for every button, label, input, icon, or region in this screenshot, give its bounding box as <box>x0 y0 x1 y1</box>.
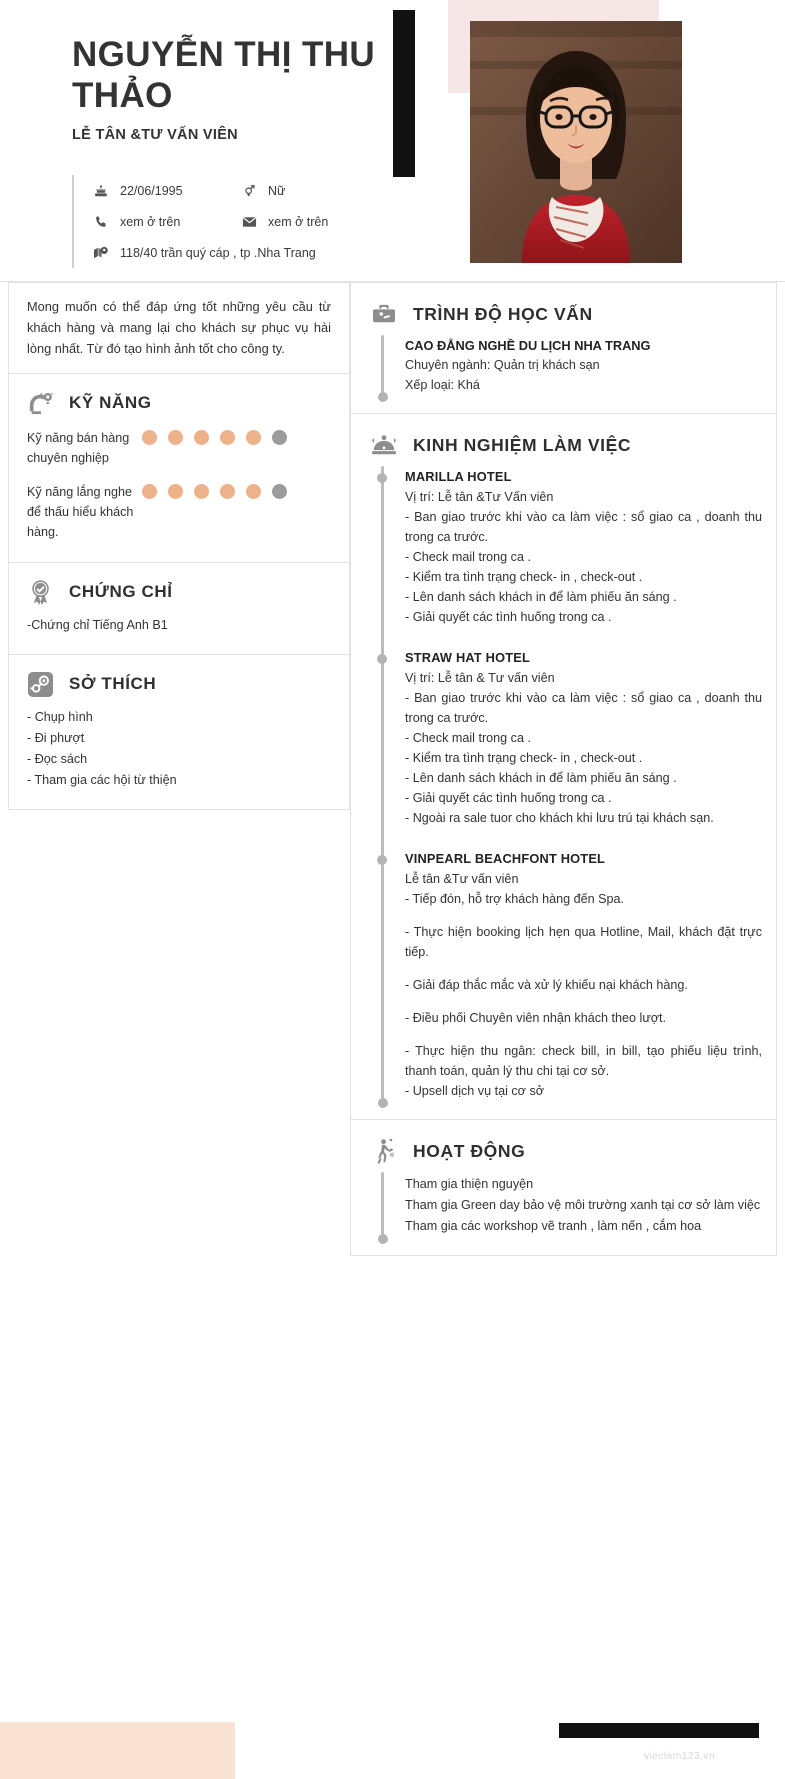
certificates-list <box>9 613 349 654</box>
education-entry <box>405 337 762 395</box>
hobby-item: - Đi phượt <box>27 731 85 745</box>
timeline-knob <box>377 855 387 865</box>
experience-duty: - Check mail trong ca . <box>405 731 531 745</box>
objective-card <box>8 282 350 374</box>
experience-duty: - Thực hiện thu ngân: check bill, in bill, tạo phiếu liệu trình, thanh toán, quản lý thu chi tại cơ sở. <box>405 1044 762 1078</box>
rating-dot <box>142 430 157 445</box>
experience-card <box>350 414 777 1120</box>
skills-card <box>8 374 350 563</box>
education-major: Chuyên ngành: Quản trị khách sạn <box>405 358 600 372</box>
experience-position: Lễ tân &Tư vấn viên <box>405 872 519 886</box>
name-block <box>72 34 392 143</box>
certificate-item: -Chứng chỉ Tiếng Anh B1 <box>27 618 168 632</box>
skills-title: KỸ NĂNG <box>69 393 152 412</box>
experience-org: VINPEARL BEACHFONT HOTEL <box>405 851 606 866</box>
birthday-cake-icon <box>90 184 112 198</box>
experience-duty: - Giải đáp thắc mắc và xử lý khiếu nại khách hàng. <box>405 978 688 992</box>
activities-card <box>350 1120 777 1256</box>
briefcase-icon <box>367 299 401 329</box>
cv-header <box>0 0 785 282</box>
certificates-title: CHỨNG CHỈ <box>69 582 173 601</box>
experience-duty: - Kiểm tra tình trạng check- in , check-out . <box>405 751 643 765</box>
contact-birthday <box>90 184 238 198</box>
experience-title: KINH NGHIỆM LÀM VIỆC <box>413 434 632 455</box>
timeline-knob <box>377 473 387 483</box>
experience-header <box>351 414 776 464</box>
skill-label: Kỹ năng lắng nghe để thấu hiểu khách hàng. <box>27 485 134 539</box>
activity-item: Tham gia thiện nguyện <box>405 1177 534 1191</box>
hobbies-card <box>8 655 350 810</box>
black-decoration-bar <box>393 10 415 177</box>
hobbies-title: SỞ THÍCH <box>69 674 157 693</box>
location-icon <box>90 246 112 260</box>
steam-icon <box>23 669 57 699</box>
experience-timeline <box>351 464 776 1119</box>
education-school: CAO ĐẲNG NGHỀ DU LỊCH NHA TRANG <box>405 338 651 353</box>
education-grade: Xếp loại: Khá <box>405 378 480 392</box>
rating-dot <box>246 484 261 499</box>
rating-dot <box>272 484 287 499</box>
head-idea-icon <box>23 388 57 418</box>
skill-rating <box>142 430 298 445</box>
rating-dot <box>272 430 287 445</box>
skills-header <box>9 374 349 424</box>
rating-dot <box>142 484 157 499</box>
certificates-header <box>9 563 349 613</box>
watermark: vieclam123.vn <box>643 1750 715 1762</box>
skill-item <box>27 482 349 542</box>
certificates-card <box>8 563 350 655</box>
activities-entry <box>405 1174 762 1237</box>
skill-label: Kỹ năng bán hàng chuyên nghiệp <box>27 431 130 465</box>
activities-title: HOẠT ĐỘNG <box>413 1140 526 1161</box>
experience-duty: - Kiểm tra tình trạng check- in , check-out . <box>405 570 643 584</box>
experience-entry <box>405 468 762 627</box>
experience-duty: - Check mail trong ca . <box>405 550 531 564</box>
experience-duty: - Ban giao trước khi vào ca làm việc : sổ giao ca , doanh thu trong ca trước. <box>405 691 762 725</box>
activities-list <box>405 1174 762 1237</box>
contact-phone <box>90 215 238 229</box>
cv-body <box>0 282 785 1725</box>
contact-phone-label: xem ở trên <box>120 214 181 229</box>
rating-dot <box>220 484 235 499</box>
rating-dot <box>168 430 183 445</box>
skills-list <box>9 424 349 562</box>
education-header <box>351 283 776 333</box>
experience-duty: - Điều phối Chuyên viên nhận khách theo lượt. <box>405 1011 667 1025</box>
hobbies-list <box>9 705 349 809</box>
badge-check-icon <box>23 577 57 607</box>
rating-dot <box>168 484 183 499</box>
contact-info <box>72 175 328 268</box>
rating-dot <box>194 484 209 499</box>
experience-duty: - Upsell dịch vụ tại cơ sở <box>405 1084 544 1098</box>
hobby-item: - Đọc sách <box>27 752 88 766</box>
education-timeline <box>351 333 776 413</box>
experience-entry <box>405 649 762 828</box>
hobby-item: - Tham gia các hội từ thiện <box>27 773 177 787</box>
right-column <box>350 282 785 1725</box>
contact-row <box>90 175 328 206</box>
contact-gender-label: Nữ <box>268 183 286 198</box>
reception-bell-icon <box>367 430 401 460</box>
experience-duty: - Lên danh sách khách in để làm phiếu ăn sáng . <box>405 771 677 785</box>
gender-icon <box>238 183 260 198</box>
experience-position: Vị trí: Lễ tân & Tư vấn viên <box>405 671 555 685</box>
activity-item: Tham gia các workshop vẽ tranh , làm nến , cắm hoa <box>405 1219 702 1233</box>
candidate-role: LỄ TÂN &TƯ VẤN VIÊN <box>72 127 238 143</box>
contact-email <box>238 215 328 229</box>
skill-rating <box>142 484 298 499</box>
education-title: TRÌNH ĐỘ HỌC VẤN <box>413 303 593 324</box>
experience-duty: - Lên danh sách khách in để làm phiếu ăn sáng . <box>405 590 677 604</box>
experience-position: Vị trí: Lễ tân &Tư Vấn viên <box>405 490 554 504</box>
timeline-line <box>381 466 384 1103</box>
experience-duty: - Giải quyết các tình huống trong ca . <box>405 610 612 624</box>
timeline-line <box>381 335 384 397</box>
rating-dot <box>194 430 209 445</box>
hobby-item: - Chụp hình <box>27 710 93 724</box>
contact-address-label: 118/40 trần quý cáp , tp .Nha Trang <box>120 245 316 260</box>
activity-item: Tham gia Green day bảo vệ môi trường xanh tại cơ sở làm việc <box>405 1198 761 1212</box>
experience-duty: - Ngoài ra sale tuor cho khách khi lưu trú tại khách sạn. <box>405 811 714 825</box>
experience-org: STRAW HAT HOTEL <box>405 650 531 665</box>
timeline-line <box>381 1172 384 1239</box>
phone-icon <box>90 215 112 229</box>
contact-gender <box>238 183 285 198</box>
contact-birthday-label: 22/06/1995 <box>120 183 183 198</box>
activities-header <box>351 1120 776 1170</box>
experience-duty: - Giải quyết các tình huống trong ca . <box>405 791 612 805</box>
footer-black-bar <box>559 1723 759 1738</box>
rating-dot <box>220 430 235 445</box>
left-column <box>0 282 350 1725</box>
email-icon <box>238 216 260 228</box>
hobbies-header <box>9 655 349 705</box>
contact-address <box>90 246 316 260</box>
candidate-name: NGUYỄN THỊ THU THẢO <box>72 35 376 115</box>
activities-timeline <box>351 1170 776 1255</box>
contact-row <box>90 237 328 268</box>
footer-peach-block <box>0 1722 235 1779</box>
rating-dot <box>246 430 261 445</box>
experience-duty: - Ban giao trước khi vào ca làm việc : sổ giao ca , doanh thu trong ca trước. <box>405 510 762 544</box>
contact-row <box>90 206 328 237</box>
experience-duty: - Tiếp đón, hỗ trợ khách hàng đến Spa. <box>405 892 625 906</box>
experience-entry <box>405 850 762 1101</box>
experience-org: MARILLA HOTEL <box>405 469 512 484</box>
volunteer-icon <box>367 1136 401 1166</box>
contact-email-label: xem ở trên <box>268 214 329 229</box>
timeline-knob <box>377 654 387 664</box>
skill-item <box>27 428 349 468</box>
objective-text: Mong muốn có thể đáp ứng tốt những yêu cầu từ khách hàng và mang lại cho khách sự phục vụ hài lòng nhất. Từ đó tạo hình ảnh tốt cho công ty. <box>27 299 331 356</box>
experience-duty: - Thực hiện booking lịch hẹn qua Hotline, Mail, khách đặt trực tiếp. <box>405 925 762 959</box>
portrait-photo <box>470 21 682 263</box>
education-card <box>350 282 777 414</box>
